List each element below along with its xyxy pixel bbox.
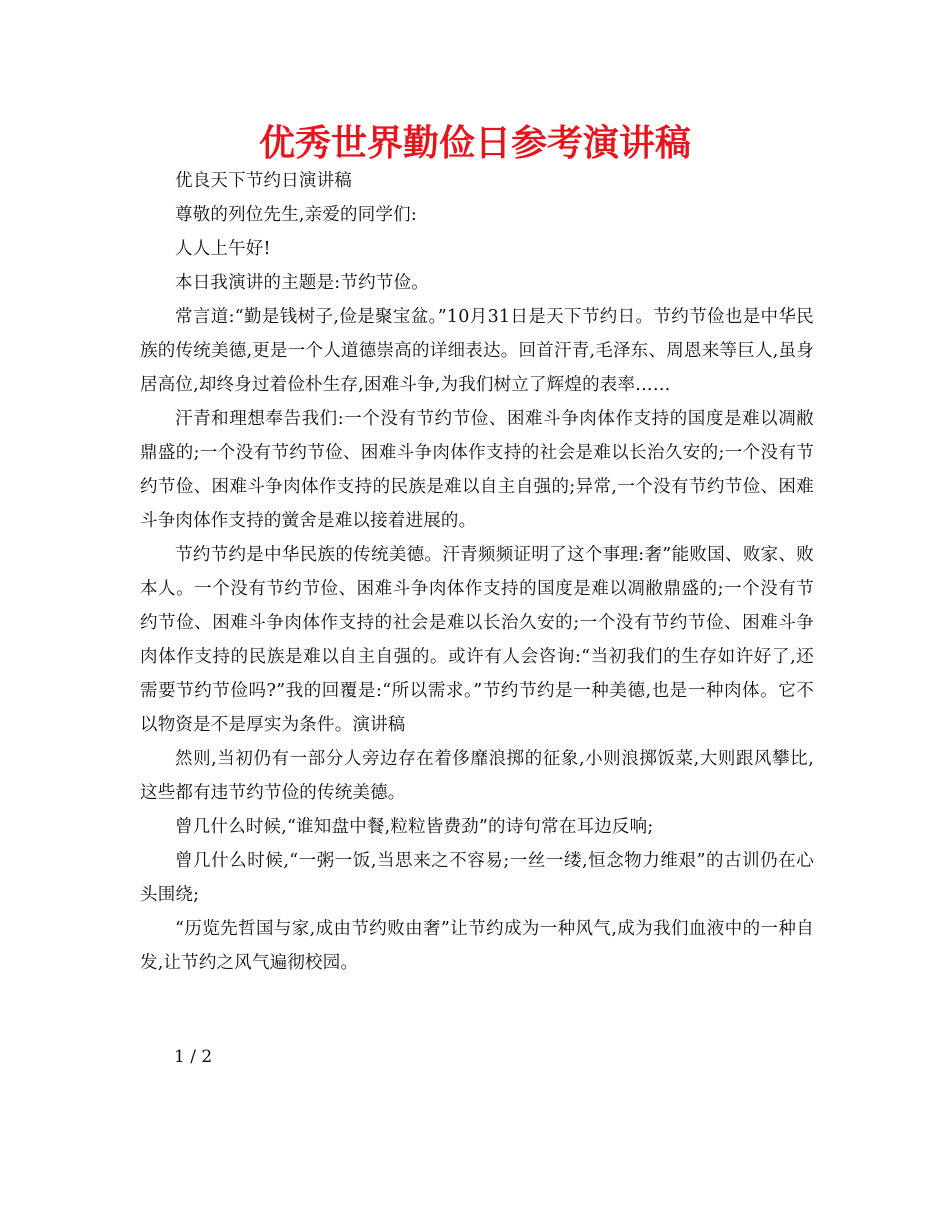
page-number: 1 / 2 [174,1047,213,1067]
paragraph: 常言道:“勤是钱树子,俭是聚宝盆。”10月31日是天下节约日。节约节俭也是中华民族的传统美德,更是一个人道德崇高的详细表达。回首汗青,毛泽东、周恩来等巨人,虽身居高位,却终身过着俭朴生存,困难斗争,为我们树立了辉煌的表率…… [140,307,814,395]
paragraph-salutation: 尊敬的列位先生,亲爱的同学们: [175,205,417,225]
paragraph-topic: 本日我演讲的主题是:节约节俭。 [175,273,429,293]
paragraph-greeting: 人人上午好! [175,239,271,259]
paragraph: 然则,当初仍有一部分人旁边存在着侈靡浪掷的征象,小则浪掷饭菜,大则跟风攀比,这些都有违节约节俭的传统美德。 [140,749,814,803]
paragraph: 汗青和理想奉告我们:一个没有节约节俭、困难斗争肉体作支持的国度是难以凋敝鼎盛的;一个没有节约节俭、困难斗争肉体作支持的社会是难以长治久安的;一个没有节约节俭、困难斗争肉体作支持的民族是难以自主自强的;异常,一个没有节约节俭、困难斗争肉体作支持的黉舍是难以接着进展的。 [140,409,814,531]
document-title: 优秀世界勤俭日参考演讲稿 [258,123,691,164]
paragraph: “历览先哲国与家,成由节约败由奢”让节约成为一种风气,成为我们血液中的一种自发,让节约之风气遍彻校园。 [140,919,814,973]
paragraph: 节约节约是中华民族的传统美德。汗青频频证明了这个事理:奢”能败国、败家、败本人。一个没有节约节俭、困难斗争肉体作支持的国度是难以凋敝鼎盛的;一个没有节约节俭、困难斗争肉体作支持的社会是难以长治久安的;一个没有节约节俭、困难斗争肉体作支持的民族是难以自主自强的。或许有人会咨询:“当初我们的生存如许好了,还需要节约节俭吗?”我的回覆是:“所以需求。”节约节约是一种美德,也是一种肉体。它不以物资是不是厚实为条件。演讲稿 [140,545,814,735]
paragraph: 曾几什么时候,“一粥一饭,当思来之不容易;一丝一缕,恒念物力维艰”的古训仍在心头围绕; [140,851,814,905]
document-body [140,164,814,980]
paragraph: 曾几什么时候,“谁知盘中餐,粒粒皆费劲”的诗句常在耳边反响; [175,817,654,837]
paragraph-subtitle: 优良天下节约日演讲稿 [175,171,352,191]
